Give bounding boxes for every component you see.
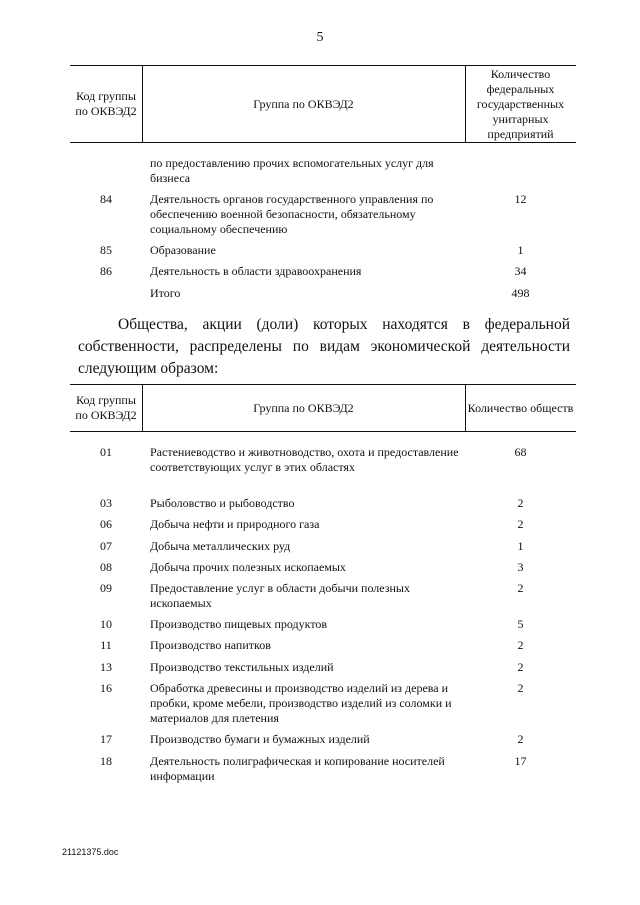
table2-header-group: Группа по ОКВЭД2 bbox=[253, 400, 354, 415]
row-count: 68 bbox=[514, 445, 527, 459]
row-code: 17 bbox=[100, 732, 112, 746]
row-code: 18 bbox=[100, 754, 112, 768]
row-count: 2 bbox=[517, 638, 524, 652]
row-code: 86 bbox=[100, 264, 112, 278]
row-name: Растениеводство и животноводство, охота и предоставление соответствующих услуг в этих областях bbox=[150, 445, 459, 474]
row-name: Образование bbox=[150, 243, 216, 257]
row-code: 84 bbox=[100, 192, 112, 206]
row-code: 03 bbox=[100, 496, 112, 510]
row-code: 10 bbox=[100, 617, 112, 631]
page-number: 5 bbox=[316, 30, 324, 45]
row-name: Производство бумаги и бумажных изделий bbox=[150, 732, 370, 746]
row-code: 09 bbox=[100, 581, 112, 595]
row-code: 11 bbox=[100, 638, 112, 652]
total-label: Итого bbox=[150, 286, 181, 300]
row-name: Добыча прочих полезных ископаемых bbox=[150, 560, 346, 574]
table1-header bbox=[70, 65, 576, 143]
table1-header-code: Код группы по ОКВЭД2 bbox=[75, 89, 137, 118]
row-count: 2 bbox=[517, 681, 524, 695]
row-count: 3 bbox=[517, 560, 524, 574]
row-name: Обработка древесины и производство изделий из дерева и пробки, кроме мебели, производство изделий из соломки и материалов для плетения bbox=[150, 681, 452, 725]
table1-continuation-text: по предоставлению прочих вспомогательных услуг для бизнеса bbox=[150, 156, 434, 185]
row-name: Производство текстильных изделий bbox=[150, 660, 334, 674]
row-name: Предоставление услуг в области добычи полезных ископаемых bbox=[150, 581, 410, 610]
row-count: 17 bbox=[514, 754, 527, 768]
row-name: Производство пищевых продуктов bbox=[150, 617, 328, 631]
row-code: 16 bbox=[100, 681, 112, 695]
row-count: 1 bbox=[517, 243, 524, 257]
row-code: 85 bbox=[100, 243, 112, 257]
row-count: 2 bbox=[517, 732, 524, 746]
row-count: 5 bbox=[517, 617, 524, 631]
row-name: Рыболовство и рыбоводство bbox=[150, 496, 295, 510]
row-name: Производство напитков bbox=[150, 638, 271, 652]
row-code: 13 bbox=[100, 660, 112, 674]
total-count: 498 bbox=[511, 286, 530, 300]
row-code: 06 bbox=[100, 517, 112, 531]
row-name: Добыча нефти и природного газа bbox=[150, 517, 320, 531]
row-count: 2 bbox=[517, 581, 524, 595]
row-code: 01 bbox=[100, 445, 112, 459]
table2-header-count: Количество обществ bbox=[467, 400, 574, 415]
table1-header-group: Группа по ОКВЭД2 bbox=[253, 96, 354, 111]
row-count: 2 bbox=[517, 660, 524, 674]
table2-header-code: Код группы по ОКВЭД2 bbox=[75, 393, 137, 422]
row-count: 34 bbox=[514, 264, 527, 278]
row-count: 1 bbox=[517, 539, 524, 553]
row-count: 2 bbox=[517, 496, 524, 510]
row-code: 07 bbox=[100, 539, 112, 553]
row-code: 08 bbox=[100, 560, 112, 574]
row-count: 12 bbox=[514, 192, 527, 206]
row-name: Деятельность в области здравоохранения bbox=[150, 264, 362, 278]
table1-header-count: Количество федеральных государственных унитарных предприятий bbox=[476, 66, 565, 141]
row-name: Деятельность органов государственного управления по обеспечению военной безопасности, обязательному социальному обеспечению bbox=[150, 192, 434, 236]
table2-header bbox=[70, 384, 576, 432]
footer-filename: 21121375.doc bbox=[62, 847, 119, 857]
row-name: Деятельность полиграфическая и копирование носителей информации bbox=[150, 754, 445, 783]
body-paragraph: Общества, акции (доли) которых находятся в федеральной собственности, распределены по видам экономической деятельности следующим образом: bbox=[78, 316, 570, 377]
row-name: Добыча металлических руд bbox=[150, 539, 291, 553]
row-count: 2 bbox=[517, 517, 524, 531]
